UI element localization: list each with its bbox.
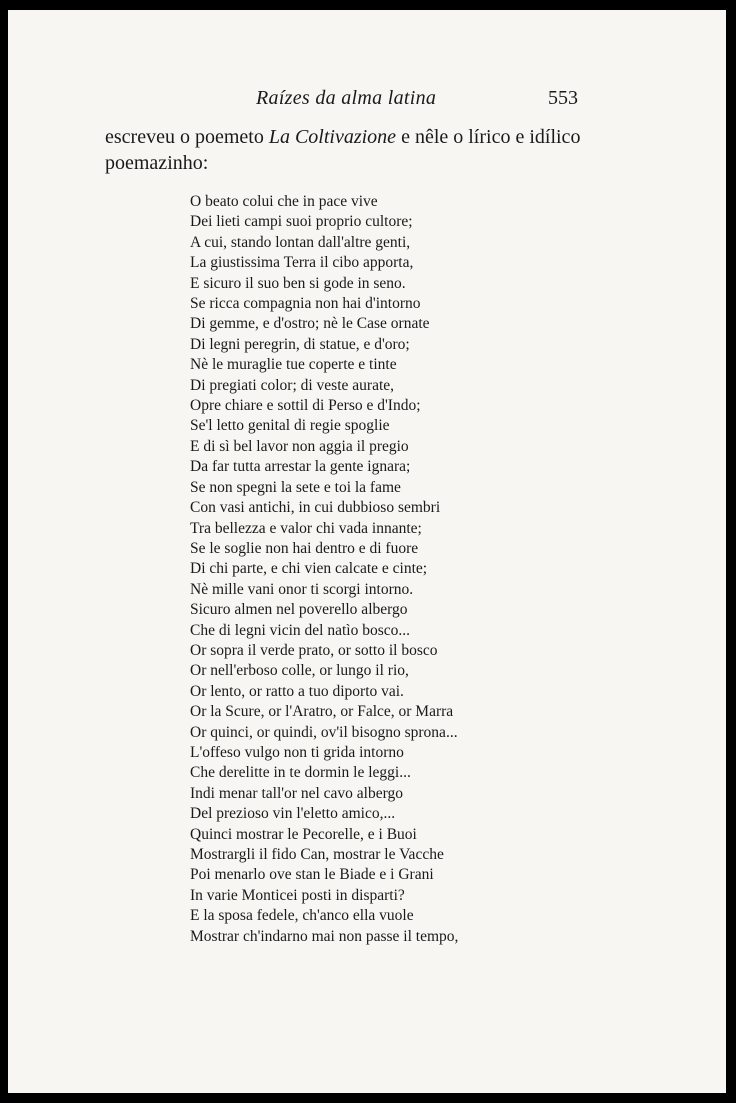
poem bbox=[190, 192, 610, 947]
poem-line: A cui, stando lontan dall'altre genti, bbox=[190, 233, 411, 251]
poem-line: La giustissima Terra il cibo apporta, bbox=[190, 254, 414, 272]
poem-line: E la sposa fedele, ch'anco ella vuole bbox=[190, 907, 414, 925]
poem-line: Tra bellezza e valor chi vada innante; bbox=[190, 519, 422, 537]
poem-line: Di chi parte, e chi vien calcate e cinte; bbox=[190, 560, 428, 578]
running-title: Raízes da alma latina bbox=[256, 87, 437, 109]
intro-paragraph bbox=[105, 124, 605, 176]
poem-line: Di pregiati color; di veste aurate, bbox=[190, 376, 395, 394]
poem-line: Poi menarlo ove stan le Biade e i Grani bbox=[190, 866, 434, 884]
poem-line: Da far tutta arrestar la gente ignara; bbox=[190, 458, 411, 476]
poem-line: Or nell'erboso colle, or lungo il rio, bbox=[190, 662, 409, 680]
poem-line: Di legni peregrin, di statue, e d'oro; bbox=[190, 335, 410, 353]
poem-line: Indi menar tall'or nel cavo albergo bbox=[190, 784, 403, 802]
poem-line: Mostrar ch'indarno mai non passe il tempo, bbox=[190, 927, 459, 945]
poem-line: Quinci mostrar le Pecorelle, e i Buoi bbox=[190, 825, 417, 843]
poem-line: L'offeso vulgo non ti grida intorno bbox=[190, 743, 404, 761]
poem-line: Sicuro almen nel poverello albergo bbox=[190, 601, 408, 619]
work-title: La Coltivazione bbox=[268, 126, 397, 148]
page-number: 553 bbox=[548, 87, 578, 109]
poem-line: Or la Scure, or l'Aratro, or Falce, or Marra bbox=[190, 703, 454, 721]
poem-line: Con vasi antichi, in cui dubbioso sembri bbox=[190, 499, 441, 517]
poem-line: Se le soglie non hai dentro e di fuore bbox=[190, 539, 419, 557]
poem-line: Dei lieti campi suoi proprio cultore; bbox=[190, 213, 413, 231]
poem-line: Or sopra il verde prato, or sotto il bosco bbox=[190, 641, 438, 659]
poem-line: Or quinci, or quindi, ov'il bisogno sprona... bbox=[190, 723, 458, 741]
poem-line: Che derelitte in te dormin le leggi... bbox=[190, 764, 411, 782]
poem-line: Se non spegni la sete e toi la fame bbox=[190, 478, 401, 496]
intro-text-before: escreveu o poemeto bbox=[105, 126, 269, 148]
poem-line: Opre chiare e sottil di Perso e d'Indo; bbox=[190, 397, 421, 415]
poem-line: Nè le muraglie tue coperte e tinte bbox=[190, 356, 397, 374]
poem-line: Se'l letto genital di regie spoglie bbox=[190, 417, 390, 435]
running-head bbox=[8, 87, 726, 111]
poem-line: Or lento, or ratto a tuo diporto vai. bbox=[190, 682, 404, 700]
poem-line: Se ricca compagnia non hai d'intorno bbox=[190, 295, 421, 313]
poem-line: Mostrargli il fido Can, mostrar le Vacche bbox=[190, 846, 444, 863]
intro-text-after: e nêle o lírico e idílico bbox=[396, 126, 581, 148]
poem-line: In varie Monticei posti in disparti? bbox=[190, 886, 405, 904]
poem-line: E sicuro il suo ben si gode in seno. bbox=[190, 274, 406, 292]
book-page bbox=[8, 10, 726, 1093]
poem-line: Di gemme, e d'ostro; nè le Case ornate bbox=[190, 315, 430, 333]
intro-text-line2: poemazinho: bbox=[105, 152, 209, 174]
poem-line: O beato colui che in pace vive bbox=[190, 193, 378, 210]
poem-line: Del prezioso vin l'eletto amico,... bbox=[190, 805, 396, 823]
poem-line: Che di legni vicin del natìo bosco... bbox=[190, 621, 410, 639]
poem-line: Nè mille vani onor ti scorgi intorno. bbox=[190, 580, 414, 598]
poem-line: E di sì bel lavor non aggia il pregio bbox=[190, 437, 409, 455]
